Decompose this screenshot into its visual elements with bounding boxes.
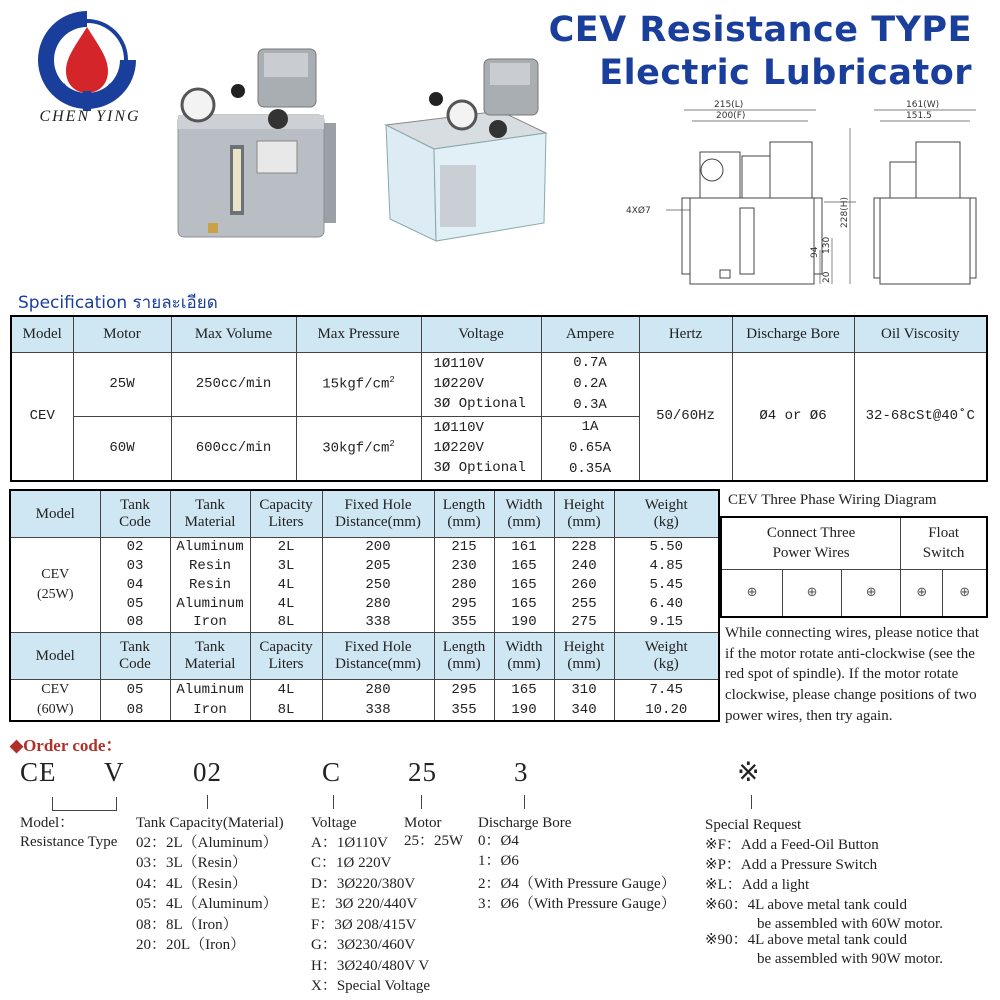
- list-item: be assembled with 90W motor.: [757, 951, 943, 967]
- spec-row-25w: [11, 352, 987, 416]
- svg-text:228(H): 228(H): [840, 197, 850, 228]
- dimension-drawing-front: [620, 98, 860, 290]
- list-item: D：3Ø220/380V: [311, 876, 416, 892]
- list-item: H：3Ø240/480V V: [311, 958, 430, 974]
- tank-model-60w: CEV (60W): [10, 680, 100, 722]
- order-model-value: Resistance Type: [20, 834, 118, 850]
- code-ce: CE: [20, 757, 57, 787]
- header-max-pressure: Max Pressure: [296, 316, 421, 352]
- list-item: 0：Ø4: [478, 833, 519, 849]
- spec-header-row: [11, 316, 987, 352]
- product-photo-resin: [380, 55, 550, 245]
- list-item: C：1Ø 220V: [311, 855, 392, 871]
- svg-text:151.5: 151.5: [906, 111, 932, 121]
- list-item: F：3Ø 208/415V: [311, 917, 417, 933]
- header-ampere: Ampere: [541, 316, 639, 352]
- tank-model-25w: CEV (25W): [10, 538, 100, 633]
- list-item: 2：Ø4（With Pressure Gauge）: [478, 876, 676, 892]
- svg-text:94: 94: [810, 246, 820, 258]
- spec-volume: 600cc/min: [171, 416, 296, 481]
- code-bore: 3: [514, 757, 529, 787]
- table-row: CEV (25W) 02 Aluminum 2L 200 215 161 228 5.50: [10, 538, 719, 557]
- list-item: ※90：4L above metal tank could: [705, 932, 907, 948]
- order-special-label: Special Request: [705, 817, 802, 833]
- th-capacity: Capacity Liters: [250, 490, 322, 538]
- list-item: G：3Ø230/460V: [311, 937, 416, 953]
- spec-motor: 60W: [73, 416, 171, 481]
- list-item: 04：4L（Resin）: [136, 876, 247, 892]
- wiring-diagram: [720, 516, 988, 618]
- th-height: Height (mm): [554, 490, 614, 538]
- order-tank-label: Tank Capacity(Material): [136, 815, 284, 831]
- order-code-title: ◆Order code：: [10, 736, 123, 755]
- list-item: be assembled with 60W motor.: [757, 916, 943, 932]
- tank-table: [9, 489, 720, 722]
- order-bore-label: Discharge Bore: [478, 815, 572, 831]
- wiring-float-header: Float Switch: [901, 517, 987, 569]
- table-row: CEV (60W) 05 Aluminum 4L 280 295 165 310 7.45: [10, 680, 719, 701]
- th-tank-material: Tank Material: [170, 490, 250, 538]
- spec-table: [10, 315, 988, 482]
- terminal-icon: ⊕: [943, 569, 987, 617]
- spec-viscosity: 32-68cSt@40˚C: [854, 352, 987, 481]
- table-row: 05 Aluminum 4L 280 295 165 255 6.40: [10, 595, 719, 614]
- list-item: 20：20L（Iron）: [136, 937, 246, 953]
- header-max-volume: Max Volume: [171, 316, 296, 352]
- list-item: ※60：4L above metal tank could: [705, 897, 907, 913]
- code-special: ※: [737, 757, 761, 787]
- list-item: 05：4L（Aluminum）: [136, 896, 278, 912]
- dimension-drawing-side: [866, 98, 986, 290]
- th-model: Model: [10, 490, 100, 538]
- header-oil-viscosity: Oil Viscosity: [854, 316, 987, 352]
- spec-model: CEV: [11, 352, 73, 481]
- list-item: A：1Ø110V: [311, 835, 388, 851]
- spec-voltage: 1Ø110V 1Ø220V 3Ø Optional: [421, 352, 541, 416]
- th-tank-code: Tank Code: [100, 490, 170, 538]
- wiring-power-header: Connect Three Power Wires: [721, 517, 901, 569]
- list-item: ※P：Add a Pressure Switch: [705, 857, 878, 873]
- tank-header-row: [10, 490, 719, 538]
- spec-heading: Specification รายละเอียด: [18, 293, 218, 313]
- th-weight: Weight (kg): [614, 490, 719, 538]
- terminal-icon: ⊕: [842, 569, 901, 617]
- list-item: 1：Ø6: [478, 853, 519, 869]
- th-fixed-hole: Fixed Hole Distance(mm): [322, 490, 434, 538]
- dim-fixed: 200(F): [716, 111, 746, 121]
- svg-text:20: 20: [822, 271, 832, 283]
- table-row: 03 Resin 3L 205 230 165 240 4.85: [10, 557, 719, 576]
- th-length: Length (mm): [434, 490, 494, 538]
- list-item: E：3Ø 220/440V: [311, 896, 418, 912]
- header-motor: Motor: [73, 316, 171, 352]
- order-voltage-label: Voltage: [311, 815, 357, 831]
- header-discharge-bore: Discharge Bore: [732, 316, 854, 352]
- list-item: 03：3L（Resin）: [136, 855, 247, 871]
- list-item: 3：Ø6（With Pressure Gauge）: [478, 896, 676, 912]
- product-photo-aluminum: [172, 45, 340, 245]
- spec-pressure: $30kgf/cm^2$: [296, 416, 421, 481]
- terminal-icon: ⊕: [721, 569, 783, 617]
- dim-length: 215(L): [714, 100, 744, 110]
- brand-name: CHEN YING: [39, 108, 141, 125]
- list-item: 25：25W: [404, 833, 464, 849]
- page-title-line1: CEV Resistance TYPE: [548, 10, 972, 50]
- order-model-label: Model：: [20, 815, 75, 831]
- wiring-note: While connecting wires, please notice that if the motor rotate anti-clockwise (see the red spot of spindle). If the motor rotate clockwise, please change positions of two power wires, then try again.: [725, 625, 980, 724]
- header-voltage: Voltage: [421, 316, 541, 352]
- spec-hertz: 50/60Hz: [639, 352, 732, 481]
- spec-motor: 25W: [73, 352, 171, 416]
- order-motor-label: Motor: [404, 815, 442, 831]
- table-row: 04 Resin 4L 250 280 165 260 5.45: [10, 576, 719, 595]
- list-item: ※F：Add a Feed-Oil Button: [705, 837, 879, 853]
- header-model: Model: [11, 316, 73, 352]
- code-voltage: C: [322, 757, 342, 787]
- list-item: 08：8L（Iron）: [136, 917, 238, 933]
- table-row: 08 Iron 8L 338 355 190 340 10.20: [10, 700, 719, 721]
- terminal-icon: ⊕: [901, 569, 943, 617]
- page-title-line2: Electric Lubricator: [599, 53, 972, 93]
- list-item: 02：2L（Aluminum）: [136, 835, 278, 851]
- table-row: 08 Iron 8L 338 355 190 275 9.15: [10, 614, 719, 633]
- header-hertz: Hertz: [639, 316, 732, 352]
- th-width: Width (mm): [494, 490, 554, 538]
- spec-volume: 250cc/min: [171, 352, 296, 416]
- spec-voltage: 1Ø110V 1Ø220V 3Ø Optional: [421, 416, 541, 481]
- list-item: ※L：Add a light: [705, 877, 810, 893]
- wiring-diagram-title: CEV Three Phase Wiring Diagram: [728, 492, 937, 508]
- code-v: V: [104, 757, 125, 787]
- list-item: X：Special Voltage: [311, 978, 431, 994]
- spec-ampere: 1A 0.65A 0.35A: [541, 416, 639, 481]
- code-motor: 25: [408, 757, 437, 787]
- svg-text:130: 130: [822, 236, 832, 254]
- tank-header-row-2: Model Tank Code Tank Material Capacity Liters Fixed Hole Distance(mm) Length (mm) Width (mm) Height (mm) Weight (kg): [10, 633, 719, 680]
- terminal-icon: ⊕: [783, 569, 842, 617]
- svg-text:161(W): 161(W): [906, 100, 940, 110]
- spec-ampere: 0.7A 0.2A 0.3A: [541, 352, 639, 416]
- spec-bore: Ø4 or Ø6: [732, 352, 854, 481]
- code-tank: 02: [193, 757, 222, 787]
- dim-holes: 4XØ7: [626, 206, 651, 216]
- spec-pressure: $15kgf/cm^2$: [296, 352, 421, 416]
